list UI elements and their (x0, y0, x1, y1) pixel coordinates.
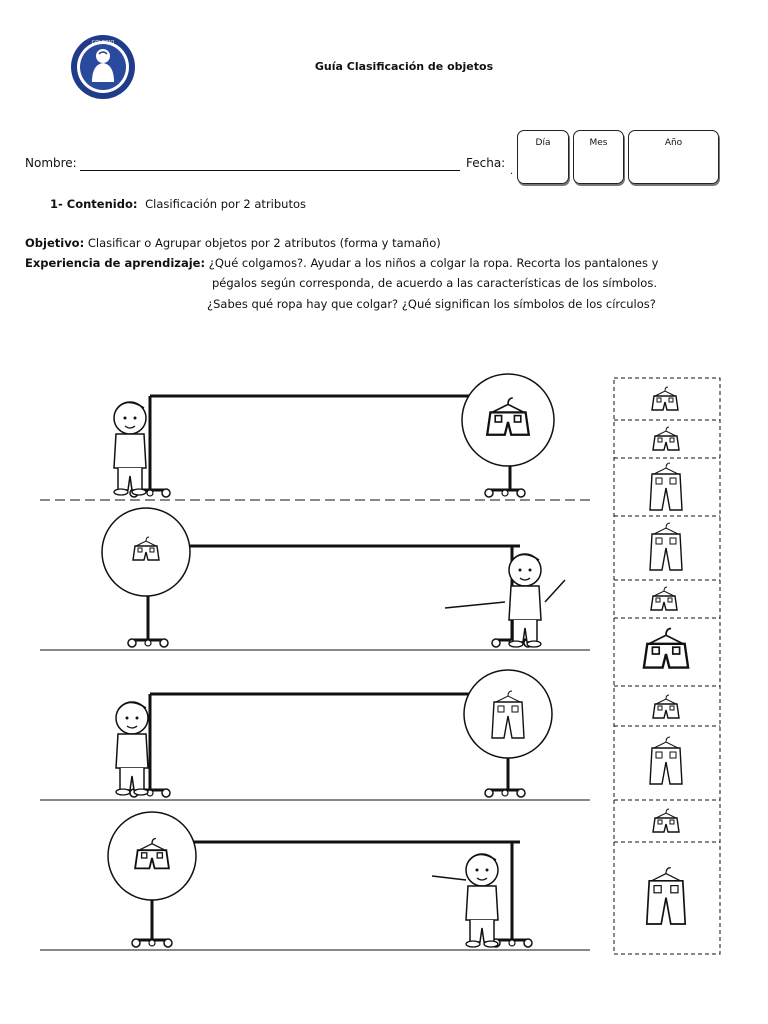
contenido-row (50, 197, 306, 211)
experiencia-line-2: pégalos según corresponda, de acuerdo a las características de los símbolos. (212, 276, 657, 290)
experiencia-line-1: ¿Qué colgamos?. Ayudar a los niños a colgar la ropa. Recorta los pantalones y (208, 256, 659, 270)
mes-box[interactable] (573, 130, 624, 184)
rack-3 (40, 670, 590, 800)
dia-box[interactable] (517, 130, 569, 184)
cutout-large-pants-3 (650, 737, 682, 784)
ano-label: Año (664, 138, 683, 148)
cutout-large-pants-4 (647, 868, 685, 924)
contenido-label: 1- Contenido: (50, 197, 138, 211)
objetivo-label: Objetivo: (25, 236, 85, 250)
ano-box[interactable] (628, 130, 719, 184)
nombre-label: Nombre: (25, 156, 77, 170)
cutout-small-shorts-2 (653, 427, 679, 450)
dia-label: Día (535, 138, 551, 148)
fecha-dot: . (510, 166, 514, 177)
logo-text: COLEGIO (91, 40, 115, 46)
cutout-small-shorts-5 (653, 809, 679, 832)
kid-1 (114, 402, 146, 495)
rack-4 (40, 812, 590, 950)
cutout-small-shorts-3 (651, 587, 677, 610)
nombre-field[interactable] (80, 170, 460, 171)
cutout-large-pants-2 (650, 523, 682, 570)
cutout-column (614, 378, 720, 954)
kid-3 (116, 702, 148, 795)
experiencia-line-3: ¿Sabes qué ropa hay que colgar? ¿Qué significan los símbolos de los círculos? (207, 297, 656, 311)
cutout-large-pants-1 (650, 463, 682, 510)
contenido-text: Clasificación por 2 atributos (145, 197, 306, 211)
objetivo-text: Clasificar o Agrupar objetos por 2 atributos (forma y tamaño) (87, 236, 441, 250)
kid-4 (466, 854, 498, 947)
fecha-label: Fecha: (466, 156, 506, 170)
activity-illustration (0, 340, 768, 980)
mes-label: Mes (589, 138, 608, 148)
rack-1 (40, 374, 590, 500)
kid-2 (509, 554, 541, 647)
experiencia-row (25, 256, 658, 270)
experiencia-label: Experiencia de aprendizaje: (25, 256, 206, 270)
rack-2 (40, 508, 590, 650)
cutout-small-shorts-4 (653, 695, 679, 718)
objetivo-row (25, 236, 441, 250)
page-title: Guía Clasificación de objetos (314, 60, 494, 73)
cutout-small-shorts-1 (652, 387, 678, 410)
cutout-large-shorts (644, 629, 688, 668)
